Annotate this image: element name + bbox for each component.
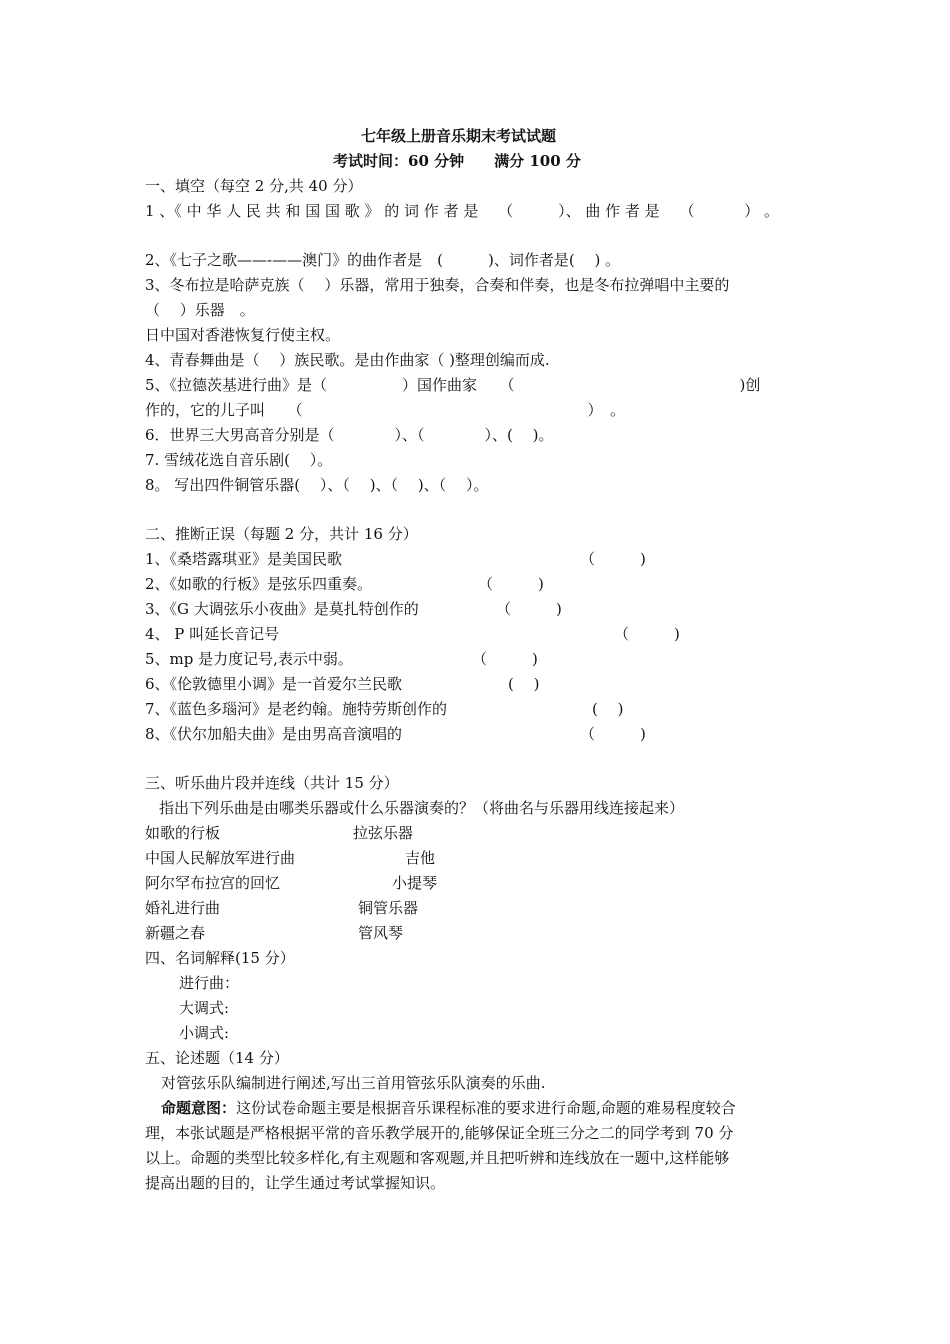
judge-item-text: 6、《伦敦德里小调》是一首爱尔兰民歌 [145,675,403,693]
judge-item-mark: （ ) [472,650,538,668]
section1-q1: 1 、《 中 华 人 民 共 和 国 国 歌 》 的 词 作 者 是 （ ）、 曲 作 者 是 （ ） 。 [145,202,779,220]
section5-heading: 五、论述题（14 分） [145,1049,289,1067]
instrument-name: 吉他 [405,849,436,867]
term-major-mode: 大调式: [179,999,230,1017]
section1-q6: 6．世界三大男高音分别是（ ）、（ ）、( )。 [145,426,554,444]
exam-subtitle: 考试时间：60 分钟 满分 100 分 [333,152,581,170]
section1-q5-line2: 作的，它的儿子叫 （ ） 。 [145,401,626,419]
judge-item-mark: ( ) [508,675,540,693]
piece-name: 新疆之春 [145,924,206,942]
judge-item-mark: （ ) [580,550,646,568]
piece-name: 如歌的行板 [145,824,221,842]
judge-item-text: 1、《桑塔露琪亚》是美国民歌 [145,550,343,568]
judge-item-mark: （ ) [478,575,544,593]
instrument-name: 拉弦乐器 [353,824,414,842]
section5-question: 对管弦乐队编制进行阐述,写出三首用管弦乐队演奏的乐曲. [161,1074,546,1092]
judge-item-mark: （ ) [580,725,646,743]
instrument-name: 管风琴 [358,924,404,942]
section1-heading: 一、填空（每空 2 分,共 40 分） [145,177,363,195]
section1-stray-line: 日中国对香港恢复行使主权。 [145,326,341,344]
judge-item-text: 5、mp 是力度记号,表示中弱。 [145,650,353,668]
section1-q2: 2、《七子之歌——-——澳门》的曲作者是 ( )、词作者是( ) 。 [145,251,621,269]
judge-item-text: 4、 P 叫延长音记号 [145,625,280,643]
section3-heading: 三、听乐曲片段并连线（共计 15 分） [145,774,399,792]
section1-q4: 4、青春舞曲是（ ）族民歌。是由作曲家（ )整理创编而成. [145,351,550,369]
intent-text: 这份试卷命题主要是根据音乐课程标准的要求进行命题,命题的难易程度较合 [236,1099,736,1117]
intent-line-2: 理，本张试题是严格根据平常的音乐教学展开的,能够保证全班三分之二的同学考到 70 分 [145,1124,734,1142]
piece-name: 中国人民解放军进行曲 [145,849,296,867]
judge-item-mark: （ ) [614,625,680,643]
section1-q5-line1: 5、《拉德茨基进行曲》是（ ）国作曲家 （ )创 [145,376,761,394]
intent-line-3: 以上。命题的类型比较多样化,有主观题和客观题,并且把听辨和连线放在一题中,这样能够 [145,1149,730,1167]
piece-name: 阿尔罕布拉宫的回忆 [145,874,281,892]
term-minor-mode: 小调式: [179,1024,230,1042]
judge-item-mark: （ ) [496,600,562,618]
section1-q3-line1: 3、冬布拉是哈萨克族（ ）乐器，常用于独奏，合奏和伴奏，也是冬布拉弹唱中主要的 [145,276,730,294]
judge-item-mark: ( ) [592,700,624,718]
exam-title: 七年级上册音乐期末考试试题 [361,127,557,145]
piece-name: 婚礼进行曲 [145,899,221,917]
judge-item-text: 7、《蓝色多瑙河》是老约翰。施特劳斯创作的 [145,700,448,718]
instrument-name: 铜管乐器 [358,899,419,917]
term-march: 进行曲： [179,974,240,992]
judge-item-text: 2、《如歌的行板》是弦乐四重奏。 [145,575,373,593]
judge-item-text: 8、《伏尔加船夫曲》是由男高音演唱的 [145,725,403,743]
judge-item-text: 3、《G 大调弦乐小夜曲》是莫扎特创作的 [145,600,419,618]
intent-label: 命题意图： [161,1099,237,1117]
section4-heading: 四、名词解释(15 分） [145,949,295,967]
instrument-name: 小提琴 [392,874,438,892]
intent-line-1 [161,1098,736,1118]
section1-q3-line2: （ ）乐器 。 [145,301,255,319]
section3-instruction: 指出下列乐曲是由哪类乐器或什么乐器演奏的？（将曲名与乐器用线连接起来） [159,799,685,817]
section2-heading: 二、推断正误（每题 2 分，共计 16 分） [145,525,418,543]
section1-q7: 7. 雪绒花选自音乐剧( ）。 [145,451,333,469]
section1-q8: 8。 写出四件铜管乐器( ）、（ )、（ )、（ ）。 [145,476,489,494]
intent-line-4: 提高出题的目的，让学生通过考试掌握知识。 [145,1174,446,1192]
